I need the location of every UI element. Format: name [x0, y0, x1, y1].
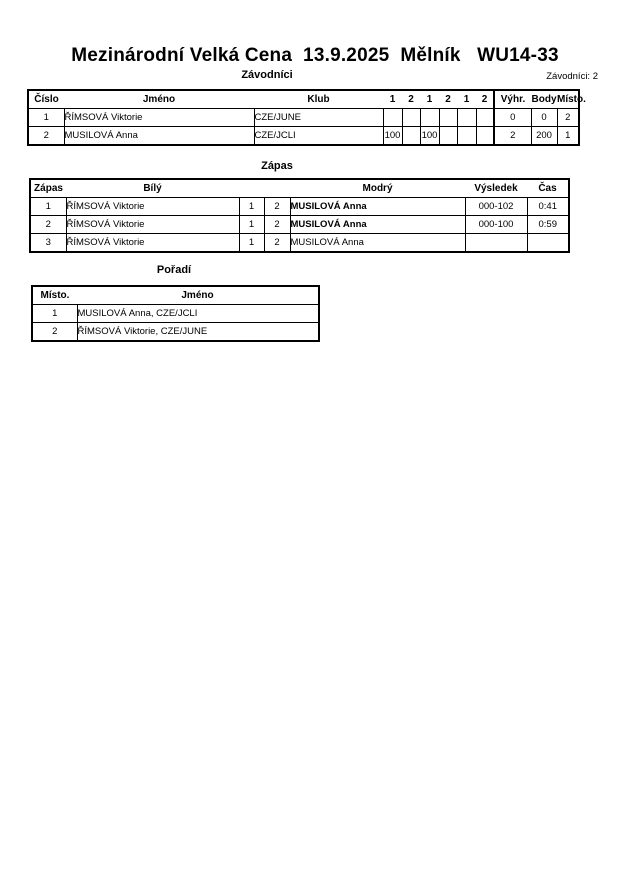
blue-competitor-number: 2	[264, 234, 290, 253]
white-competitor-number: 1	[239, 216, 264, 234]
white-competitor: ŘÍMSOVÁ Viktorie	[66, 216, 239, 234]
match-row	[30, 198, 569, 216]
match-time: 0:59	[527, 216, 569, 234]
header-place: Místo.	[557, 90, 579, 109]
round-score	[476, 109, 494, 127]
standing-row	[32, 305, 319, 323]
match-number: 3	[30, 234, 66, 253]
competitors-section-heading: Závodníci	[241, 69, 293, 81]
header-blue: Modrý	[290, 179, 465, 198]
blue-competitor: MUSILOVÁ Anna	[290, 234, 465, 253]
competitors-table	[27, 89, 586, 146]
round-score	[383, 109, 402, 127]
competitor-wins: 0	[494, 109, 531, 127]
matches-table	[29, 178, 570, 253]
standings-section-heading: Pořadí	[156, 264, 192, 276]
match-result: 000-100	[465, 216, 527, 234]
blue-competitor: MUSILOVÁ Anna	[290, 198, 465, 216]
round-score	[457, 109, 476, 127]
header-white-number	[239, 179, 264, 198]
match-number: 2	[30, 216, 66, 234]
competitor-place: 2	[557, 109, 579, 127]
header-round-4: 2	[439, 90, 457, 109]
header-round-5: 1	[457, 90, 476, 109]
competitor-number: 1	[28, 109, 64, 127]
match-time	[527, 234, 569, 253]
standing-name: MUSILOVÁ Anna, CZE/JCLI	[77, 305, 319, 323]
standing-place: 2	[32, 323, 77, 342]
page-title: Mezinárodní Velká Cena 13.9.2025 Mělník WU14-33	[71, 45, 559, 66]
matches-section-heading: Zápas	[261, 160, 293, 172]
competitor-club: CZE/JUNE	[254, 109, 383, 127]
header-round-1: 1	[383, 90, 402, 109]
header-name: Jméno	[64, 90, 254, 109]
header-white: Bílý	[66, 179, 239, 198]
header-blue-number	[264, 179, 290, 198]
blue-competitor-number: 2	[264, 198, 290, 216]
white-competitor-number: 1	[239, 198, 264, 216]
header-wins: Výhr.	[494, 90, 531, 109]
standing-place: 1	[32, 305, 77, 323]
header-round-2: 2	[402, 90, 420, 109]
round-score	[476, 127, 494, 146]
round-score: 100	[420, 127, 439, 146]
white-competitor: ŘÍMSOVÁ Viktorie	[66, 234, 239, 253]
matches-header-row	[30, 179, 569, 198]
round-score	[457, 127, 476, 146]
match-number: 1	[30, 198, 66, 216]
header-points: Body	[531, 90, 557, 109]
competitor-row	[28, 109, 579, 127]
competitor-number: 2	[28, 127, 64, 146]
round-score	[439, 109, 457, 127]
header-standing-place: Místo.	[32, 286, 77, 305]
header-round-3: 1	[420, 90, 439, 109]
competitor-points: 200	[531, 127, 557, 146]
competitor-points: 0	[531, 109, 557, 127]
match-time: 0:41	[527, 198, 569, 216]
white-competitor-number: 1	[239, 234, 264, 253]
match-row	[30, 216, 569, 234]
competitor-name: ŘÍMSOVÁ Viktorie	[64, 109, 254, 127]
competitor-name: MUSILOVÁ Anna	[64, 127, 254, 146]
standings-header-row	[32, 286, 319, 305]
round-score: 100	[383, 127, 402, 146]
header-round-6: 2	[476, 90, 494, 109]
header-number: Číslo	[28, 90, 64, 109]
match-result: 000-102	[465, 198, 527, 216]
white-competitor: ŘÍMSOVÁ Viktorie	[66, 198, 239, 216]
standings-table	[31, 285, 320, 342]
competitor-club: CZE/JCLI	[254, 127, 383, 146]
blue-competitor: MUSILOVÁ Anna	[290, 216, 465, 234]
standing-row	[32, 323, 319, 342]
header-club: Klub	[254, 90, 383, 109]
competitor-place: 1	[557, 127, 579, 146]
competitor-wins: 2	[494, 127, 531, 146]
match-result	[465, 234, 527, 253]
round-score	[402, 109, 420, 127]
competitors-header-row	[28, 90, 579, 109]
blue-competitor-number: 2	[264, 216, 290, 234]
round-score	[402, 127, 420, 146]
header-result: Výsledek	[465, 179, 527, 198]
match-row	[30, 234, 569, 253]
header-time: Čas	[527, 179, 569, 198]
round-score	[439, 127, 457, 146]
round-score	[420, 109, 439, 127]
header-standing-name: Jméno	[77, 286, 319, 305]
standing-name: ŘÍMSOVÁ Viktorie, CZE/JUNE	[77, 323, 319, 342]
competitors-count-label: Závodníci: 2	[546, 71, 598, 82]
header-match: Zápas	[30, 179, 66, 198]
competitor-row	[28, 127, 579, 146]
